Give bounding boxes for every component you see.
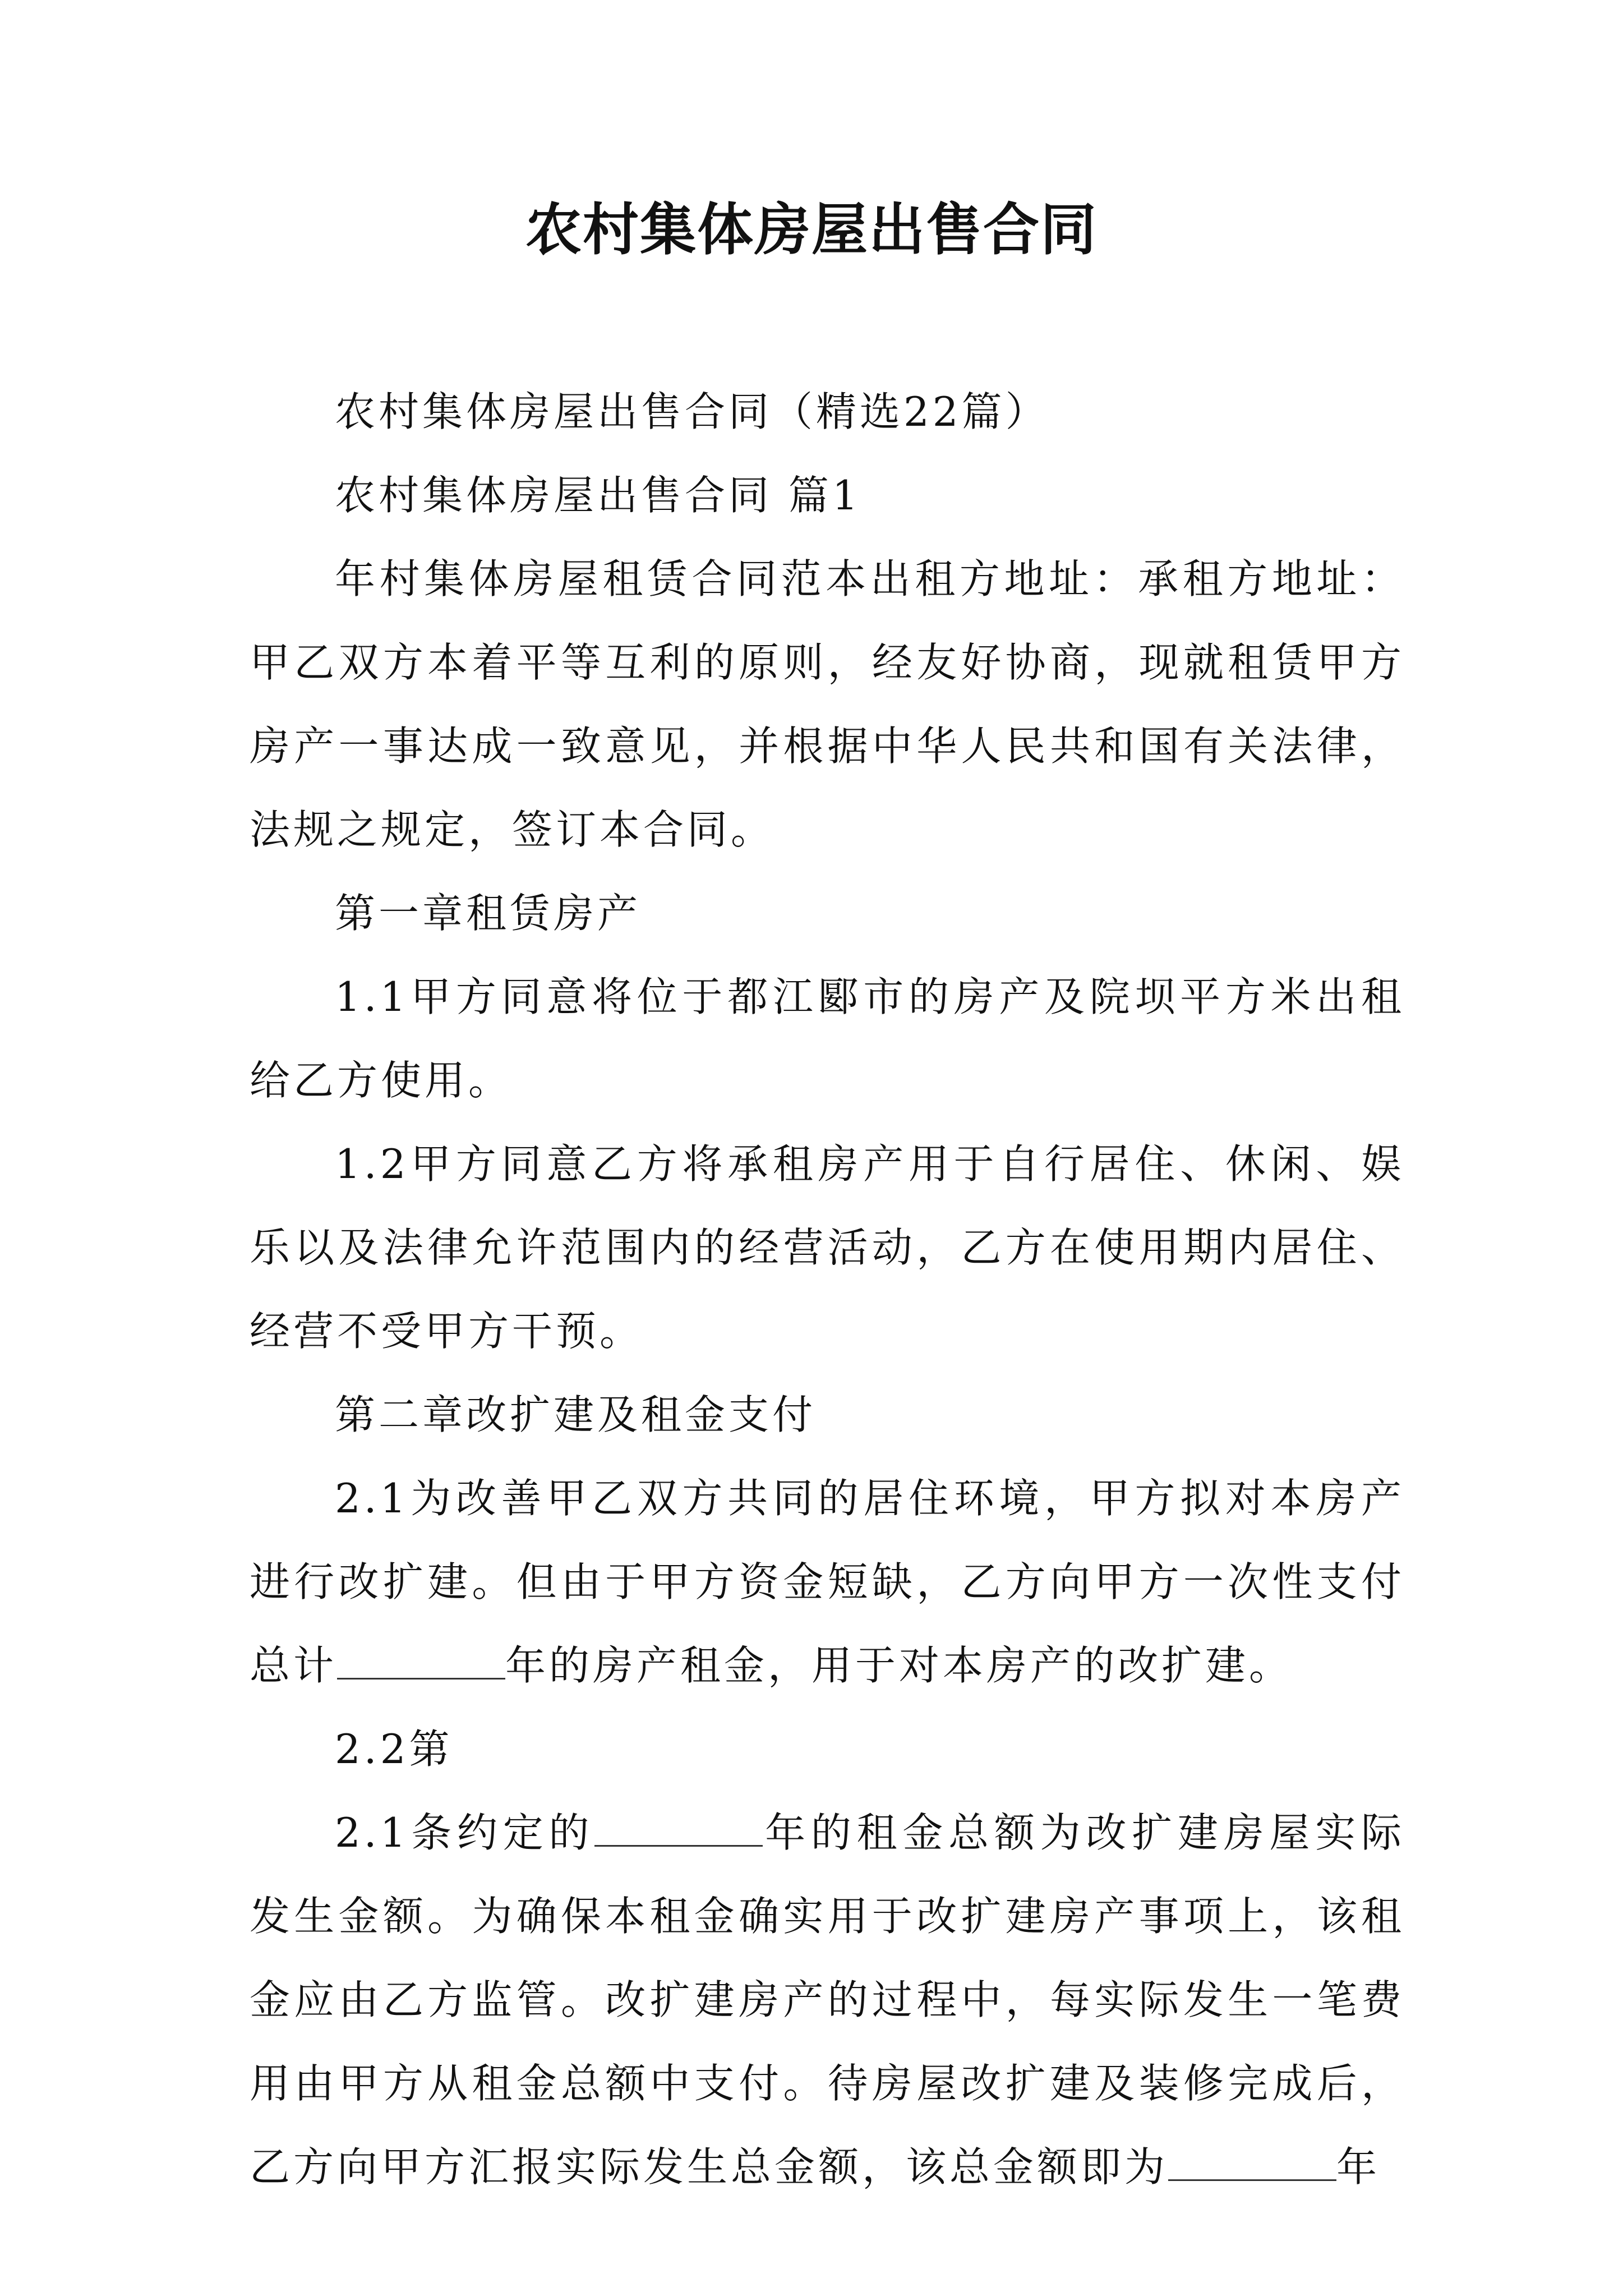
document-body (250, 370, 1405, 2209)
paragraph-intro: 年村集体房屋租赁合同范本出租方地址：承租方地址：甲乙双方本着平等互利的原则，经友好协商，现就租赁甲方房产一事达成一致意见，并根据中华人民共和国有关法律，法规之规定，签订本合同。 (250, 555, 1405, 853)
clause-2-1 (250, 1457, 1405, 1708)
clause-2-1-text-b: 年的房产租金，用于对本房产的改扩建。 (505, 1642, 1293, 1689)
clause-2-1c-text-a: 2.1条约定的 (335, 1809, 595, 1856)
paragraph-section-heading: 农村集体房屋出售合同 篇1 (335, 472, 861, 519)
clause-2-2: 2.2第 (335, 1726, 453, 1773)
clause-2-1-text-a: 2.1为改善甲乙双方共同的居住环境，甲方拟对本房产进行改扩建。但由于甲方资金短缺，乙方向甲方一次性支付总计 (250, 1475, 1405, 1689)
clause-2-1c-text-c: 年 (1336, 2143, 1381, 2191)
document-title: 农村集体房屋出售合同 (525, 197, 1098, 263)
clause-2-1c-text-b: 年的租金总额为改扩建房屋实际发生金额。为确保本租金确实用于改扩建房产事项上，该租金应由乙方监管。改扩建房产的过程中，每实际发生一笔费用由甲方从租金总额中支付。待房屋改扩建及装修完成后，乙方向甲方汇报实际发生总金额，该总金额即为 (250, 1809, 1405, 2191)
fill-in-blank (1168, 2146, 1336, 2181)
fill-in-blank (594, 1811, 763, 1847)
clause-1-1: 1.1甲方同意将位于都江郾市的房产及院坝平方米出租给乙方使用。 (250, 973, 1405, 1104)
chapter-2-heading: 第二章改扩建及租金支付 (335, 1391, 817, 1438)
paragraph-subtitle: 农村集体房屋出售合同（精选22篇） (335, 388, 1049, 435)
chapter-1-heading: 第一章租赁房产 (335, 890, 642, 937)
clause-1-2: 1.2甲方同意乙方将承租房产用于自行居住、休闲、娱乐以及法律允许范围内的经营活动，乙方在使用期内居住、经营不受甲方干预。 (250, 1140, 1405, 1355)
fill-in-blank (337, 1644, 505, 1680)
clause-2-1-continued (250, 1791, 1405, 2209)
